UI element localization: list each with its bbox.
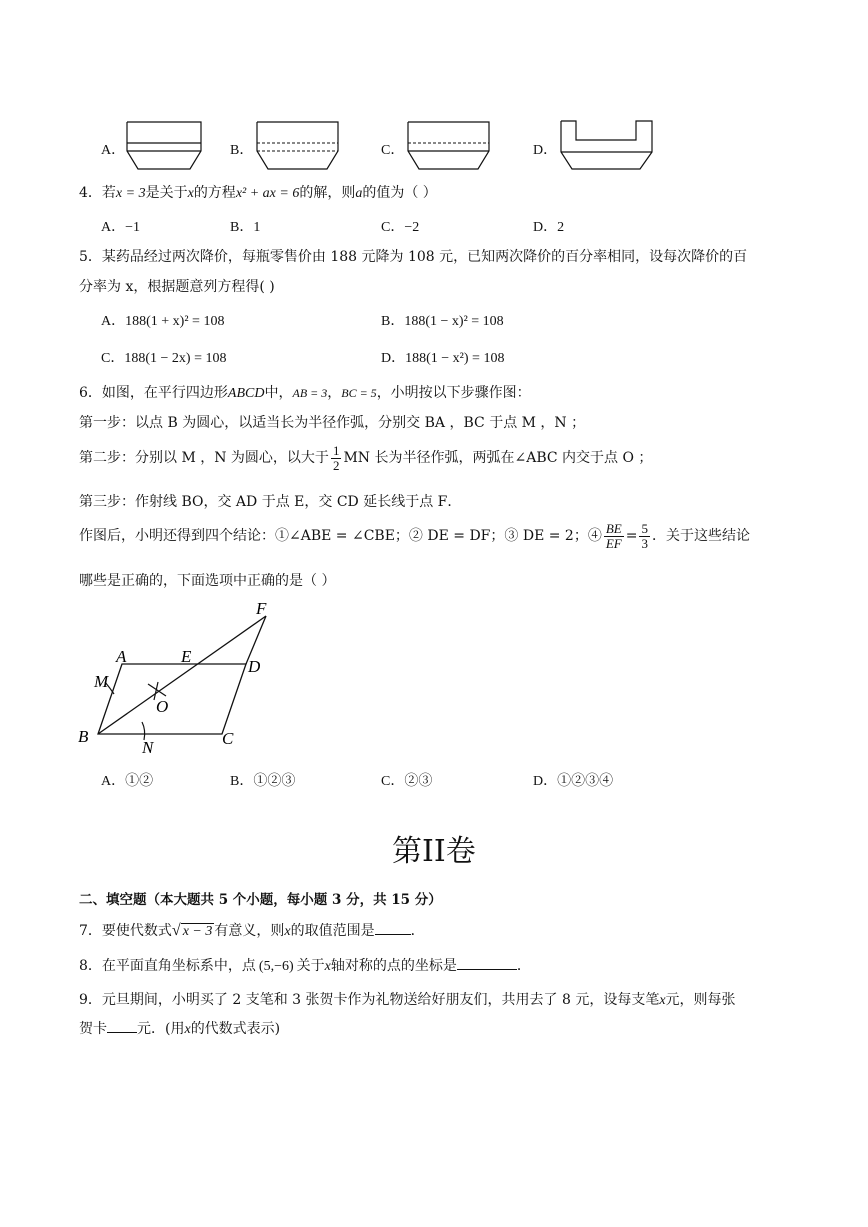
question-9-line2: [79, 1018, 280, 1038]
q6-option-d[interactable]: [533, 770, 613, 790]
q4-text: 是关于: [145, 185, 188, 201]
parallelogram-abcd: [98, 664, 246, 734]
question-6-last-line: 哪些是正确的，下面选项中正确的是（ ）: [79, 573, 336, 589]
q7-text: 的取值范围是: [290, 923, 375, 939]
q4-text: 的值为（ ）: [362, 185, 437, 201]
option-text: −2: [404, 220, 420, 235]
q4-text: 的方程: [193, 185, 236, 201]
q6-option-b[interactable]: [230, 770, 295, 790]
question-7: [79, 920, 425, 940]
q3-option-d-figure: [558, 118, 656, 172]
label-f: F: [256, 599, 267, 618]
question-4-stem: [79, 182, 437, 202]
label-b: B: [78, 727, 89, 746]
q4-option-b[interactable]: [230, 216, 260, 236]
label-m: M: [94, 672, 109, 691]
question-6-step1: 第一步：以点 B 为圆心，以适当长为半径作弧，分别交 BA ，BC 于点 M ，N ；: [79, 415, 586, 431]
option-text: ①②: [125, 774, 154, 789]
option-text: 1: [253, 220, 261, 235]
q7-text: 有意义，则: [214, 923, 285, 939]
label-n: N: [142, 738, 154, 757]
label-d: D: [248, 657, 261, 676]
q9-var-x: x: [184, 1022, 191, 1037]
q4-text: 的解，则: [299, 185, 356, 201]
q6-half-fraction: [331, 444, 342, 472]
fraction-denominator: 2: [332, 457, 340, 473]
q4-option-d[interactable]: [533, 216, 564, 236]
q3-option-c-figure: [405, 121, 493, 171]
q6-option-c[interactable]: [381, 770, 432, 790]
label-o: O: [156, 697, 169, 716]
q5-option-a[interactable]: [101, 310, 224, 330]
question-5-line1: 5．某药品经过两次降价，每瓶零售价由 188 元降为 108 元，已知两次降价的百分率相同，设每次降价的百: [79, 249, 748, 265]
option-letter: C．: [101, 351, 125, 366]
option-text: 188(1 + x)² = 108: [125, 314, 225, 329]
option-text: 188(1 − x²) = 108: [405, 351, 505, 366]
q4-equation: x² + ax = 6: [235, 186, 300, 201]
q8-text: 轴对称的点的坐标是: [330, 958, 457, 974]
q9-text: 元．(用: [137, 1021, 185, 1037]
q4-expr-x3: x = 3: [115, 186, 146, 201]
q9-text: 元，则每张: [665, 992, 736, 1008]
question-6-step2: [79, 444, 652, 472]
q8-answer-blank[interactable]: [457, 955, 517, 970]
q3-option-d-letter: D．: [533, 143, 558, 158]
q6-parallelogram-figure: [76, 598, 286, 760]
q5-option-d[interactable]: [381, 347, 504, 367]
q3-option-a-figure: [124, 121, 204, 171]
q6-five-thirds-fraction: [639, 522, 650, 550]
q7-text: 7．要使代数式: [79, 923, 172, 939]
fraction-denominator: 3: [641, 535, 648, 551]
option-letter: D．: [533, 774, 558, 789]
option-letter: B．: [230, 774, 254, 789]
q9-text: 9．元旦期间，小明买了 2 支笔和 3 张贺卡作为礼物送给好朋友们，共用去了 8 元，设每支笔: [79, 992, 660, 1008]
option-letter: B．: [381, 314, 405, 329]
option-letter: D．: [381, 351, 406, 366]
option-letter: A．: [101, 314, 126, 329]
q5-option-c[interactable]: [101, 347, 226, 367]
q7-var-x: x: [284, 924, 291, 939]
q6-text: 第二步：分别以 M ，N 为圆心，以大于: [79, 450, 329, 467]
fraction-denominator: EF: [605, 535, 622, 551]
q3-option-a-letter: A．: [101, 143, 126, 158]
fraction-numerator: BE: [605, 521, 622, 536]
q6-text: MN 长为半径作弧，两弧在∠ABC 内交于点 O ；: [343, 450, 653, 467]
q9-text: 贺卡: [79, 1021, 107, 1037]
q3-option-b-letter: B．: [230, 143, 254, 158]
q8-text: ．: [516, 958, 531, 974]
option-text: ①②③: [253, 774, 296, 789]
ray-bo: [98, 616, 266, 734]
q7-radicand: x − 3: [182, 924, 213, 939]
q4-option-c[interactable]: [381, 216, 419, 236]
q6-equals: =: [625, 528, 638, 545]
option-text: ①②③④: [557, 774, 614, 789]
q4-option-a[interactable]: [101, 216, 140, 236]
q6-abcd: ABCD: [227, 386, 265, 401]
question-6-step3: 第三步：作射线 BO，交 AD 于点 E，交 CD 延长线于点 F．: [79, 494, 462, 510]
q8-point: (5,−6): [258, 959, 294, 974]
q6-bc: BC = 5: [341, 386, 377, 400]
option-letter: A．: [101, 220, 126, 235]
label-e: E: [181, 647, 192, 666]
option-letter: C．: [381, 220, 405, 235]
part-2-heading: 二、填空题（本大题共 5 个小题，每小题 3 分，共 15 分）: [79, 892, 442, 908]
q6-text: ，小明按以下步骤作图：: [376, 385, 531, 401]
option-text: 188(1 − x)² = 108: [404, 314, 504, 329]
q8-text: 关于: [296, 958, 325, 974]
option-text: −1: [125, 220, 141, 235]
question-6-conclusions: [79, 522, 750, 550]
option-letter: C．: [381, 774, 405, 789]
question-9-line1: [79, 989, 736, 1009]
q3-option-b-figure: [254, 121, 342, 171]
q7-text: ．: [410, 923, 425, 939]
question-5-line2: 分率为 x，根据题意列方程得( ): [79, 279, 275, 295]
q4-var-x: x: [187, 186, 194, 201]
q9-text: 的代数式表示): [190, 1021, 281, 1037]
q6-text: 作图后，小明还得到四个结论：①∠ABE = ∠CBE；② DE = DF；③ DE = 2；④: [79, 528, 602, 545]
sqrt-sign: √: [171, 922, 181, 939]
label-a: A: [116, 647, 127, 666]
question-6-line1: [79, 382, 531, 402]
q6-text: ．关于这些结论: [651, 528, 750, 545]
q4-text: 4．若: [79, 185, 116, 201]
question-8: [79, 955, 531, 975]
q8-text: 8．在平面直角坐标系中，点: [79, 958, 256, 974]
option-letter: D．: [533, 220, 558, 235]
q7-answer-blank[interactable]: [375, 920, 411, 935]
q6-text: 6．如图，在平行四边形: [79, 385, 228, 401]
q9-answer-blank[interactable]: [107, 1018, 137, 1033]
q6-be-ef-fraction: [604, 522, 624, 550]
q4-var-a: a: [355, 186, 363, 201]
option-text: 188(1 − 2x) = 108: [124, 351, 227, 366]
option-letter: B．: [230, 220, 254, 235]
section-title: 第II卷: [392, 834, 476, 869]
option-letter: A．: [101, 774, 126, 789]
q9-var-x: x: [659, 993, 666, 1008]
q6-ab: AB = 3: [292, 386, 328, 400]
q3-option-c-letter: C．: [381, 143, 405, 158]
q5-option-b[interactable]: [381, 310, 504, 330]
option-text: ②③: [404, 774, 433, 789]
q8-var-x: x: [324, 959, 331, 974]
option-text: 2: [557, 220, 565, 235]
q6-text: ，: [327, 385, 342, 401]
q6-option-a[interactable]: [101, 770, 153, 790]
q6-text: 中，: [264, 385, 293, 401]
fraction-numerator: 1: [332, 443, 340, 458]
label-c: C: [222, 729, 234, 748]
fraction-numerator: 5: [641, 521, 648, 536]
